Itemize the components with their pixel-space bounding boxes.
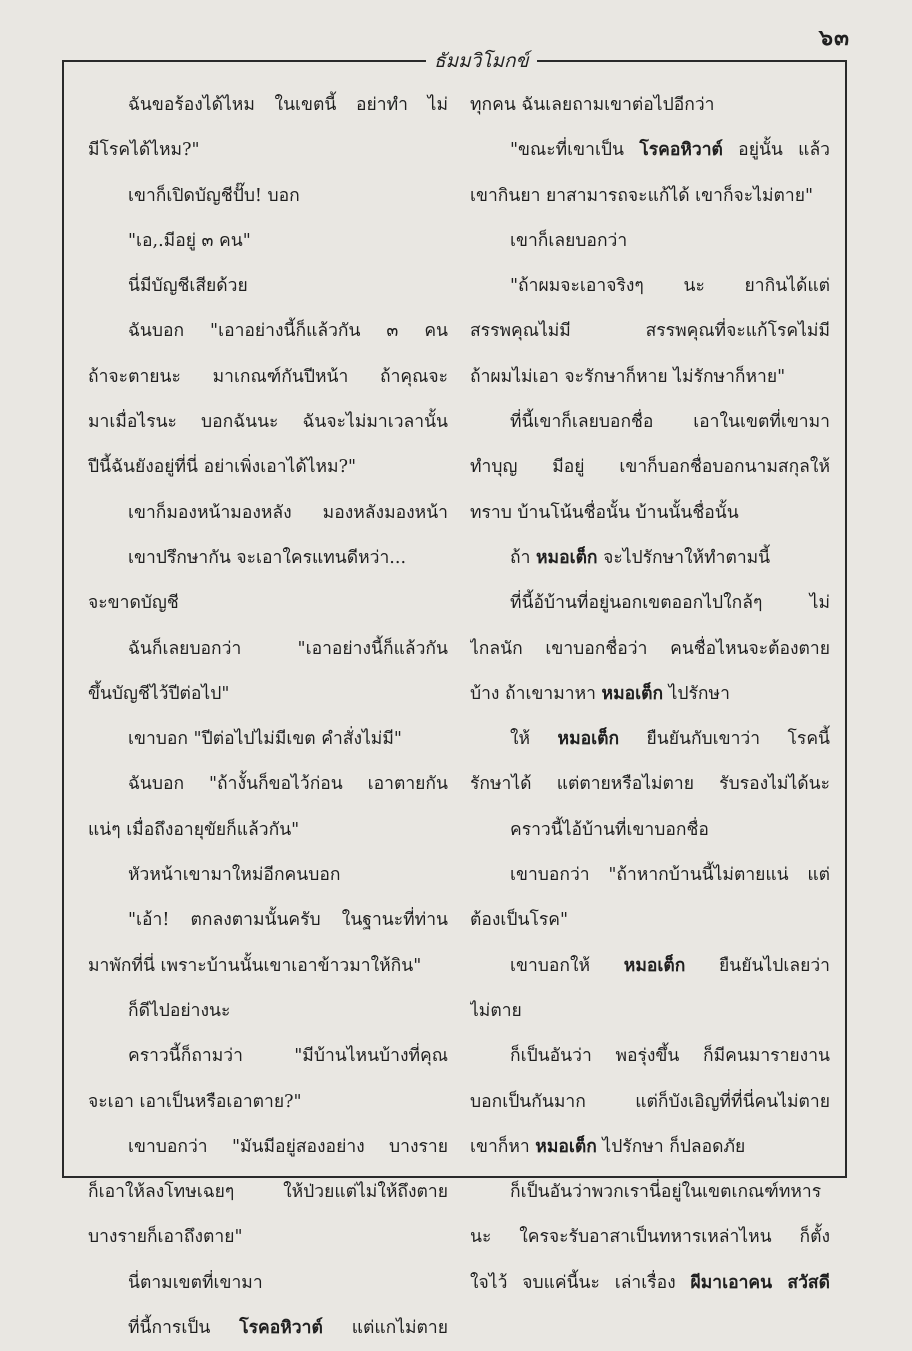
text-line: เขาก็เปิดบัญชีปั๊บ! บอก [128, 185, 300, 206]
text-line: บ้าง ถ้าเขามาหา หมอเต็ก ไปรักษา [470, 683, 730, 704]
text-line: ที่นี้อ้บ้านที่อยู่นอกเขตออกไปใกล้ๆ ไม่ [510, 593, 830, 614]
text-line: เขาบอกว่า "ถ้าหากบ้านนี้ไม่ตายแน่ แต่ [510, 865, 830, 886]
text-line: นี่ตามเขตที่เขามา [128, 1272, 263, 1293]
text-line: บางรายก็เอาถึงตาย" [88, 1227, 243, 1248]
text-line: ก็เป็นอันว่าพวกเรานี่อยู่ในเขตเกณฑ์ทหาร [510, 1182, 822, 1203]
text-line: ฉันก็เลยบอกว่า "เอาอย่างนี้ก็แล้วกัน [128, 638, 448, 659]
text-line: ถ้าจะตายนะ มาเกณฑ์กันปีหน้า ถ้าคุณจะ [88, 366, 448, 387]
text-line: ก็เอาให้ลงโทษเฉยๆ ให้ป่วยแต่ไม่ให้ถึงตาย [88, 1182, 448, 1203]
text-line: มาเมื่อไรนะ บอกฉันนะ ฉันจะไม่มาเวลานั้น [88, 412, 448, 433]
text-line: เขากินยา ยาสามารถจะแก้ได้ เขาก็จะไม่ตาย" [470, 185, 814, 206]
text-line: ไม่ตาย [470, 1000, 522, 1021]
text-line: ก็ดีไปอย่างนะ [128, 1000, 231, 1021]
text-line: เขาก็หา หมอเต็ก ไปรักษา ก็ปลอดภัย [470, 1136, 746, 1157]
text-line: "เอ,.มีอยู่ ๓ คน" [128, 230, 251, 251]
running-title: ธัมมวิโมกข์ [426, 46, 537, 76]
text-line: ที่นี้เขาก็เลยบอกชื่อ เอาในเขตที่เขามา [510, 412, 830, 433]
text-line: มาพักที่นี่ เพราะบ้านนั้นเขาเอาข้าวมาให้กิน" [88, 955, 422, 976]
text-line: ฉันบอก "ถ้างั้นก็ขอไว้ก่อน เอาตายกัน [128, 774, 448, 795]
text-line: สรรพคุณไม่มี สรรพคุณที่จะแก้โรคไม่มี [470, 321, 830, 342]
text-line: "ถ้าผมจะเอาจริงๆ นะ ยากินได้แต่ [510, 276, 830, 297]
text-line: ถ้าผมไม่เอา จะรักษาก็หาย ไม่รักษาก็หาย" [470, 366, 786, 387]
text-line: ฉันบอก "เอาอย่างนี้ก็แล้วกัน ๓ คน [128, 321, 448, 342]
text-line: หัวหน้าเขามาใหม่อีกคนบอก [128, 865, 341, 886]
text-line: ปีนี้ฉันยังอยู่ที่นี่ อย่าเพิ่งเอาได้ไหม?" [88, 457, 357, 478]
text-line: ให้ หมอเต็ก ยืนยันกับเขาว่า โรคนี้ [510, 729, 830, 750]
text-line: ขึ้นบัญชีไว้ปีต่อไป" [88, 683, 230, 704]
text-line: นี่มีบัญชีเสียด้วย [128, 276, 248, 297]
text-line: เขาบอกให้ หมอเต็ก ยืนยันไปเลยว่า [510, 955, 830, 976]
text-line: ทุกคน ฉันเลยถามเขาต่อไปอีกว่า [470, 95, 715, 115]
text-line: เขาบอก "ปีต่อไปไม่มีเขต คำสั่งไม่มี" [128, 729, 402, 750]
text-line: จะขาดบัญชี [88, 593, 179, 614]
text-line: ทราบ บ้านโน้นชื่อนั้น บ้านนั้นชื่อนั้น [470, 502, 739, 523]
text-line: ฉันขอร้องได้ไหม ในเขตนี้ อย่าทำ ไม่ [128, 95, 448, 115]
text-line: นะ ใครจะรับอาสาเป็นทหารเหล่าไหน ก็ตั้ง [470, 1227, 830, 1248]
text-line: แน่ๆ เมื่อถึงอายุขัยก็แล้วกัน" [88, 819, 300, 840]
text-line: เขาบอกว่า "มันมีอยู่สองอย่าง บางราย [128, 1136, 448, 1157]
text-line: ใจไว้ จบแค่นี้นะ เล่าเรื่อง ผีมาเอาคน สวัสดี [470, 1272, 830, 1293]
text-line: ทำบุญ มีอยู่ เขาก็บอกชื่อบอกนามสกุลให้ [470, 457, 830, 478]
text-line: คราวนี้ไอ้บ้านที่เขาบอกชื่อ [510, 819, 709, 840]
page-number: ๖๓ [818, 25, 850, 51]
text-line: รักษาได้ แต่ตายหรือไม่ตาย รับรองไม่ได้นะ [470, 774, 830, 795]
text-line: เขาปรึกษากัน จะเอาใครแทนดีหว่า... [128, 547, 407, 568]
right-column [470, 83, 830, 1306]
text-line: "ขณะที่เขาเป็น โรคอหิวาต์ อยู่นั้น แล้ว [510, 140, 830, 161]
text-line: ไกลนัก เขาบอกชื่อว่า คนชื่อไหนจะต้องตาย [470, 638, 830, 659]
text-line: "เอ้า! ตกลงตามนั้นครับ ในฐานะที่ท่าน [128, 910, 448, 931]
text-line: ที่นี้การเป็น โรคอหิวาต์ แต่แกไม่ตาย [128, 1318, 448, 1339]
text-line: มีโรคได้ไหม?" [88, 140, 200, 161]
text-line: บอกเป็นกันมาก แต่ก็บังเอิญที่ที่นี่คนไม่ตาย [470, 1091, 830, 1112]
text-line: จะเอา เอาเป็นหรือเอาตาย?" [88, 1091, 302, 1112]
text-line: ก็เป็นอันว่า พอรุ่งขึ้น ก็มีคนมารายงาน [510, 1046, 830, 1067]
text-line: เขาก็เลยบอกว่า [510, 230, 628, 251]
text-line: ต้องเป็นโรค" [470, 910, 569, 931]
text-line: คราวนี้ก็ถามว่า "มีบ้านไหนบ้างที่คุณ [128, 1046, 448, 1067]
text-line: เขาก็มองหน้ามองหลัง มองหลังมองหน้า [128, 502, 448, 523]
text-line: ถ้า หมอเต็ก จะไปรักษาให้ทำตามนี้ [510, 547, 771, 568]
left-column [88, 83, 448, 1351]
